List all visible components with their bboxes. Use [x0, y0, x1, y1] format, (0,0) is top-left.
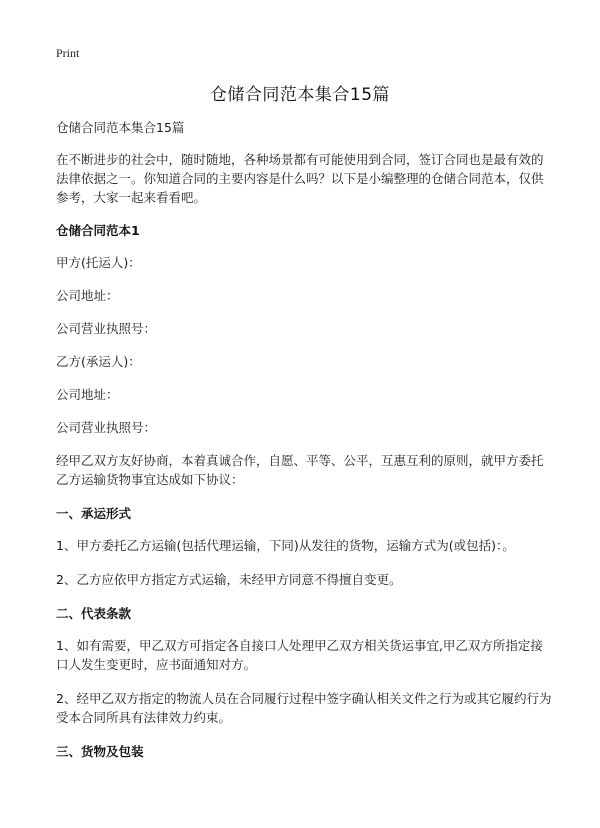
preamble-paragraph: 经甲乙双方友好协商，本着真诚合作，自愿、平等、公平，互惠互利的原则，就甲方委托乙方运输货物事宜达成如下协议： — [56, 453, 544, 487]
clause-2-paragraph-2: 2、经甲乙双方指定的物流人员在合同履行过程中签字确认相关文件之行为或其它履约行为受本合同所具有法律效力约束。 — [56, 691, 552, 725]
field-party-b-address: 公司地址： — [56, 387, 119, 402]
field-party-a: 甲方(托运人)： — [56, 255, 141, 270]
field-party-a-address: 公司地址： — [56, 288, 119, 303]
field-party-b-license: 公司营业执照号： — [56, 420, 157, 435]
print-label: Print — [56, 46, 80, 60]
field-party-a-license: 公司营业执照号： — [56, 321, 157, 336]
clause-3-title: 三、货物及包装 — [56, 744, 144, 759]
document-subtitle: 仓储合同范本集合15篇 — [56, 120, 185, 135]
document-body — [56, 118, 552, 774]
clause-1-paragraph-1: 1、甲方委托乙方运输(包括代理运输，下同)从发往的货物，运输方式为(或包括)：。 — [56, 538, 515, 553]
document-title: 仓储合同范本集合15篇 — [209, 85, 391, 105]
clause-2-paragraph-1: 1、如有需要，甲乙双方可指定各自接口人处理甲乙双方相关货运事宜,甲乙双方所指定接口人发生变更时，应书面通知对方。 — [56, 638, 543, 672]
clause-2-title: 二、代表条款 — [56, 606, 132, 621]
section-title-contract-1: 仓储合同范本1 — [56, 223, 140, 238]
field-party-b: 乙方(承运人)： — [56, 354, 141, 369]
clause-1-paragraph-2: 2、乙方应依甲方指定方式运输，未经甲方同意不得擅自变更。 — [56, 572, 402, 587]
intro-paragraph: 在不断进步的社会中，随时随地，各种场景都有可能使用到合同，签订合同也是最有效的法律依据之一。你知道合同的主要内容是什么吗？以下是小编整理的仓储合同范本，仅供参考，大家一起来看看吧。 — [56, 152, 544, 205]
clause-1-title: 一、承运形式 — [56, 506, 132, 521]
